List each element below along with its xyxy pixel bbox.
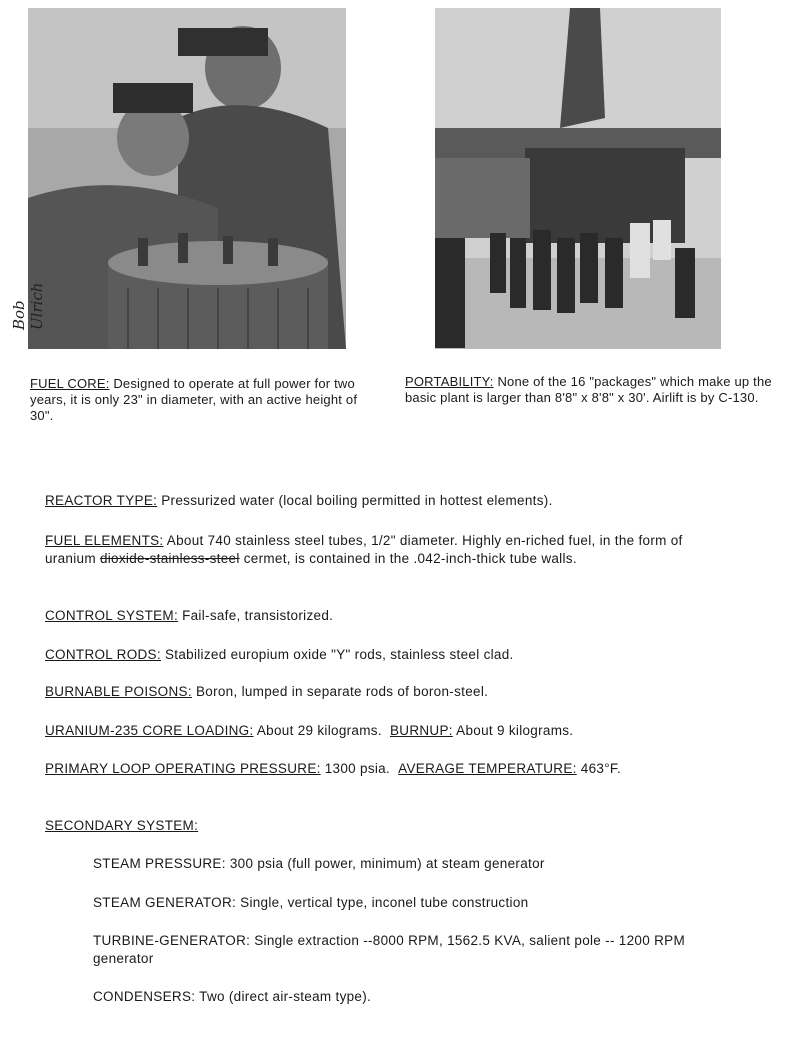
struck-text: dioxide-stainless-steel [99, 551, 240, 566]
spec-value: About 740 stainless steel tubes, 1/2" diameter. Highly en-riched fuel, in the form of uranium [45, 533, 683, 566]
secondary-system-heading [45, 817, 780, 835]
spec-value: Boron, lumped in separate rods of boron-steel. [195, 684, 489, 699]
handwritten-signature: Bob Ulrich [10, 282, 46, 330]
spec-label: CONDENSERS: [93, 989, 196, 1004]
turbine-generator-line [93, 932, 693, 968]
spec-value: Stabilized europium oxide "Y" rods, stainless steel clad. [164, 647, 514, 662]
spec-value: Two (direct air-steam type). [199, 989, 372, 1004]
primary-loop-line [45, 760, 780, 778]
spec-label: SECONDARY SYSTEM: [45, 818, 199, 833]
caption-text: None of the 16 "packages" which make up the basic plant is larger than 8'8" x 8'8" x 30'. Airlift is by C-130. [405, 374, 772, 405]
steam-generator-line [93, 894, 783, 912]
caption-label: FUEL CORE: [30, 376, 110, 391]
spec-value: Single, vertical type, inconel tube construction [240, 895, 529, 910]
fuel-elements-line [45, 532, 725, 568]
spec-label: AVERAGE TEMPERATURE: [398, 761, 577, 776]
caption-text: Designed to operate at full power for two years, it is only 23" in diameter, with an active height of 30". [30, 376, 358, 423]
airlift-photo [435, 8, 721, 349]
spec-value: 1300 psia. [324, 761, 391, 776]
spec-label: BURNUP: [389, 723, 453, 738]
spec-value: Pressurized water (local boiling permitted in hottest elements). [161, 493, 553, 508]
control-system-line [45, 607, 780, 625]
fuel-core-photo [28, 8, 346, 349]
control-rods-line [45, 646, 780, 664]
reactor-type-line [45, 492, 780, 510]
spec-label: CONTROL RODS: [45, 647, 161, 662]
condensers-line [93, 988, 783, 1006]
spec-label: TURBINE-GENERATOR: [93, 933, 251, 948]
spec-value: About 29 kilograms. [256, 723, 382, 738]
fuel-core-caption [30, 376, 380, 424]
caption-label: PORTABILITY: [405, 374, 494, 389]
burnable-poisons-line [45, 683, 780, 701]
spec-label: STEAM GENERATOR: [93, 895, 237, 910]
spec-label: BURNABLE POISONS: [45, 684, 192, 699]
spec-label: PRIMARY LOOP OPERATING PRESSURE: [45, 761, 321, 776]
spec-value: Single extraction --8000 RPM, 1562.5 KVA, salient pole -- 1200 RPM generator [93, 933, 685, 966]
spec-value: Fail-safe, transistorized. [182, 608, 334, 623]
portability-caption [405, 374, 785, 406]
spec-value: 300 psia (full power, minimum) at steam generator [229, 856, 545, 871]
spec-label: CONTROL SYSTEM: [45, 608, 179, 623]
steam-pressure-line [93, 855, 783, 873]
spec-value: About 9 kilograms. [456, 723, 574, 738]
core-loading-line [45, 722, 780, 740]
spec-label: FUEL ELEMENTS: [45, 533, 164, 548]
spec-label: REACTOR TYPE: [45, 493, 158, 508]
spec-label: STEAM PRESSURE: [93, 856, 226, 871]
spec-value: cermet, is contained in the .042-inch-thick tube walls. [243, 551, 577, 566]
spec-value: 463°F. [580, 761, 621, 776]
spec-label: URANIUM-235 CORE LOADING: [45, 723, 254, 738]
